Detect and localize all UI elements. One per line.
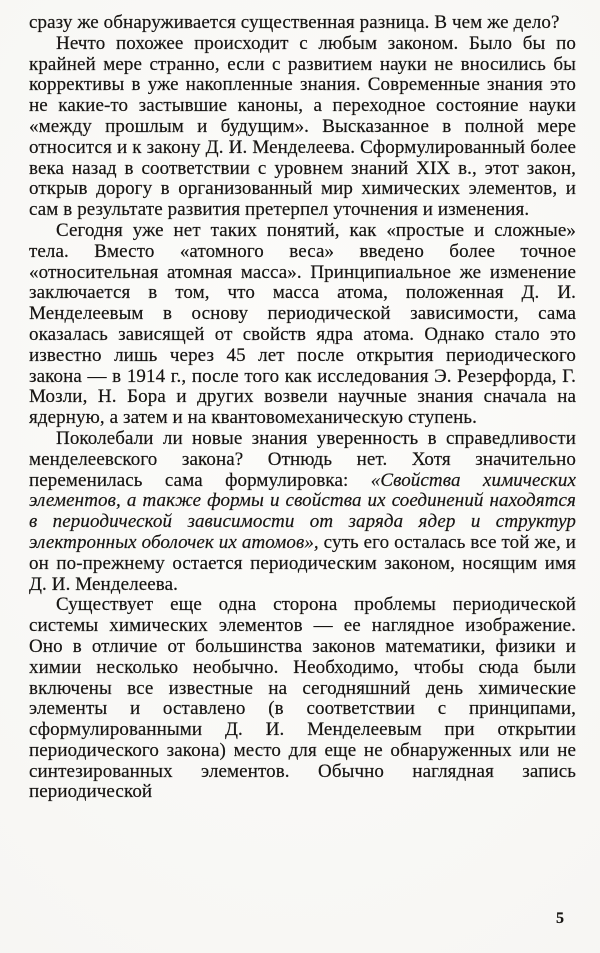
paragraph-continuation: сразу же обнаруживается существенная разница. В чем же дело?: [29, 12, 560, 33]
text-column: [29, 13, 576, 803]
page-number: 5: [556, 910, 564, 927]
paragraph: Сегодня уже нет таких понятий, как «простые и сложные» тела. Вместо «атомного веса» введено более точное «относительная атомная масса». Принципиальное же изменение заключается в том, что масса атома, положенная Д. И. Менделеевым в основу периодической зависимости, сама оказалась зависящей от свойств ядра атома. Однако стало это известно лишь через 45 лет после открытия периодического закона — в 1914 г., после того как исследования Э. Резерфорда, Г. Мозли, Н. Бора и других возвели научные знания сначала на ядерную, а затем и на квантовомеханическую ступень.: [29, 219, 576, 429]
paragraph: Нечто похожее происходит с любым законом. Было бы по крайней мере странно, если с развитием науки не вносились бы коррективы в уже накопленные знания. Современные знания это не какие-то застывшие каноны, а переходное состояние науки «между прошлым и будущим». Высказанное в полной мере относится и к закону Д. И. Менделеева. Сформулированный более века назад в соответствии с уровнем знаний XIX в., этот закон, открыв дорогу в организованный мир химических элементов, и сам в результате развития претерпел уточнения и изменения.: [29, 32, 576, 221]
paragraph-text: Поколебали ли новые знания уверенность в справедливости менделеевского закона? Отнюдь нет. Хотя значительно переменилась сама формулировка:: [29, 427, 576, 491]
paragraph: [29, 429, 576, 595]
paragraph-text: суть его осталась все той же, и он по-прежнему остается периодическим законом, носящим имя Д. И. Менделеева.: [29, 531, 576, 595]
paragraph: Существует еще одна сторона проблемы периодической системы химических элементов — ее наглядное изображение. Оно в отличие от большинства законов математики, физики и химии несколько необычно. Необходимо, чтобы сюда были включены все известные на сегодняшний день химические элементы и оставлено (в соответствии с принципами, сформулированными Д. И. Менделеевым при открытии периодического закона) место для еще не обнаруженных или не синтезированных элементов. Обычно наглядная запись периодической: [29, 594, 576, 803]
periodic-law-quote: «Свойства химических элементов, а также формы и свойства их соединений находятся в периодической зависимости от заряда ядер и структур электронных оболочек их атомов»,: [29, 469, 576, 553]
